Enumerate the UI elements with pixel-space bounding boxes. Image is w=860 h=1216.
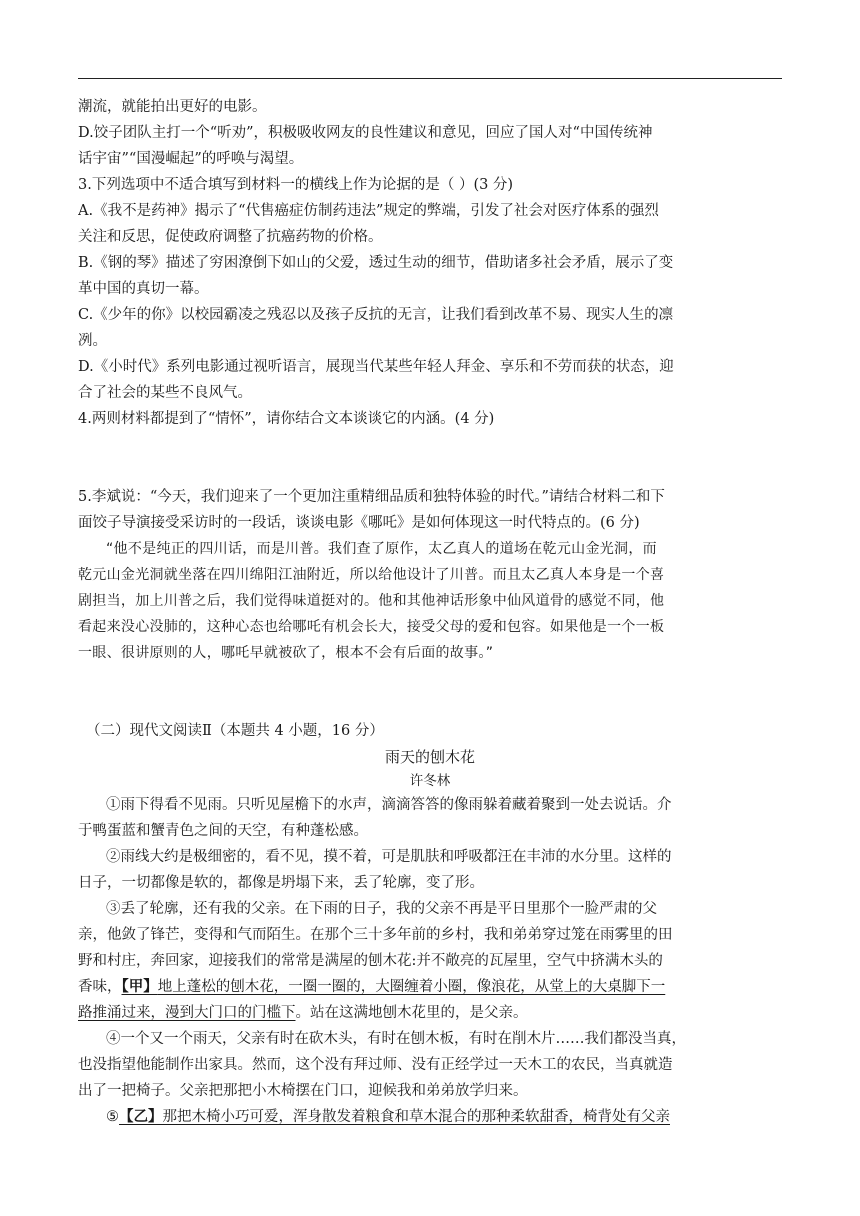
paragraph-3-line <box>78 974 782 1000</box>
paragraph-4-line: ④一个又一个雨天，父亲有时在砍木头，有时在刨木板，有时在削木片……我们都没当真， <box>106 1031 686 1047</box>
paragraph-4-line: 也没指望他能制作出家具。然而，这个没有拜过师、没有正经学过一天木工的农民，当真就造 <box>78 1057 673 1073</box>
q3-option-b-line2: 革中国的真切一幕。 <box>78 281 209 297</box>
quote-line: 乾元山金光洞就坐落在四川绵阳江油附近，所以给他设计了川普。而且太乙真人本身是一个喜 <box>78 567 665 583</box>
q3-option-c-line1: C.《少年的你》以校园霸凌之残忍以及孩子反抗的无言，让我们看到改革不易、现实人生的凛 <box>78 307 674 323</box>
q5-stem-line1: 5.李斌说：“今天，我们迎来了一个更加注重精细品质和独特体验的时代。”请结合材料二和下 <box>78 489 665 505</box>
quote-line: 剧担当，加上川普之后，我们觉得味道挺对的。他和其他神话形象中仙风道骨的感觉不同，他 <box>78 593 665 609</box>
paragraph-1-line: ①雨下得看不见雨。只听见屋檐下的水声，滴滴答答的像雨躲着藏着聚到一处去说话。介 <box>106 797 672 813</box>
director-quote <box>78 536 782 666</box>
section-heading: （二）现代文阅读Ⅱ（本题共 4 小题，16 分） <box>86 723 384 739</box>
q3-option-d-line2: 合了社会的某些不良风气。 <box>78 385 252 401</box>
q2-option-d-line2: 话宇宙”“国漫崛起”的呼唤与渴望。 <box>78 151 304 167</box>
essay-title: 雨天的刨木花 <box>384 748 475 766</box>
q5-stem-line2: 面饺子导演接受采访时的一段话，谈谈电影《哪吒》是如何体现这一时代特点的。(6 分) <box>78 515 640 531</box>
quote-line: 一眼、很讲原则的人，哪吒早就被砍了，根本不会有后面的故事。” <box>78 645 494 661</box>
q3-option-a-line2: 关注和反思，促使政府调整了抗癌药物的价格。 <box>78 229 383 245</box>
paragraph-3-line <box>78 1000 782 1026</box>
q4-stem: 4.两则材料都提到了“情怀”，请你结合文本谈谈它的内涵。(4 分) <box>78 411 495 427</box>
paragraph-1-line: 于鸭蛋蓝和蟹青色之间的天空，有种蓬松感。 <box>78 823 368 839</box>
answer-space-q5 <box>78 666 782 718</box>
paragraph-5-number: ⑤ <box>106 1109 119 1125</box>
paragraph-2-line: ②雨线大约是极细密的，看不见，摸不着，可是肌肤和呼吸都汪在丰沛的水分里。这样的 <box>106 849 672 865</box>
paragraph-4-line: 出了一把椅子。父亲把那把小木椅摆在门口，迎候我和弟弟放学归来。 <box>78 1083 528 1099</box>
q3-option-b-line1: B.《钢的琴》描述了穷困潦倒下如山的父爱，透过生动的细节，借助诸多社会矛盾，展示了变 <box>78 255 674 271</box>
paragraph-5-line <box>78 1104 782 1130</box>
underlined-passage-jia-end: 路推涌过来，漫到大门口的门槛下 <box>78 1005 296 1021</box>
quote-line: “他不是纯正的四川话，而是川普。我们查了原作，太乙真人的道场在乾元山金光洞，而 <box>106 541 657 557</box>
q3-option-c-line2: 冽。 <box>78 333 107 349</box>
paragraph-2-line: 日子，一切都像是软的，都像是坍塌下来，丢了轮廓，变了形。 <box>78 875 484 891</box>
paragraph-3-line: 野和村庄，奔回家，迎接我们的常常是满屋的刨木花:并不敞亮的瓦屋里，空气中挤满木头的 <box>78 953 663 969</box>
quote-line: 看起来没心没肺的，这种心态也给哪吒有机会长大，接受父母的爱和包容。如果他是一个一板 <box>78 619 665 635</box>
essay-author: 许冬林 <box>409 773 451 789</box>
marker-jia: 【甲】 <box>121 978 158 995</box>
paragraph-3-line: ③丢了轮廓，还有我的父亲。在下雨的日子，我的父亲不再是平日里那个一脸严肃的父 <box>106 901 657 917</box>
paragraph-3-line: 亲，他敛了锋芒，变得和气而陌生。在那个三十多年前的乡村，我和弟弟穿过笼在雨雾里的田 <box>78 927 673 943</box>
marker-yi: 【乙】 <box>119 1108 163 1125</box>
underlined-passage-yi: 那把木椅小巧可爱，浑身散发着粮食和草木混合的那种柔软甜香，椅背处有父亲 <box>162 1109 670 1125</box>
answer-space-q4 <box>78 432 782 484</box>
q3-option-a-line1: A.《我不是药神》揭示了“代售癌症仿制药违法”规定的弊端，引发了社会对医疗体系的强烈 <box>78 203 659 219</box>
q3-option-d-line1: D.《小时代》系列电影通过视听语言，展现当代某些年轻人拜金、享乐和不劳而获的状态，迎 <box>78 359 674 375</box>
q2-tail-line: 潮流，就能拍出更好的电影。 <box>78 99 267 115</box>
underlined-passage-jia: 地上蓬松的刨木花，一圈一圈的，大圈缠着小圈，像浪花，从堂上的大桌脚下一 <box>157 979 666 995</box>
exam-page <box>78 94 782 1130</box>
paragraph-3-pre: 香味， <box>78 979 122 995</box>
header-rule <box>78 78 782 79</box>
q3-stem: 3.下列选项中不适合填写到材料一的横线上作为论据的是（ ）(3 分) <box>78 177 514 193</box>
paragraph-3-post: 。站在这满地刨木花里的，是父亲。 <box>295 1005 528 1021</box>
q2-option-d-line1: D.饺子团队主打一个“听劝”，积极吸收网友的良性建议和意见，回应了国人对“中国传统神 <box>78 125 653 141</box>
